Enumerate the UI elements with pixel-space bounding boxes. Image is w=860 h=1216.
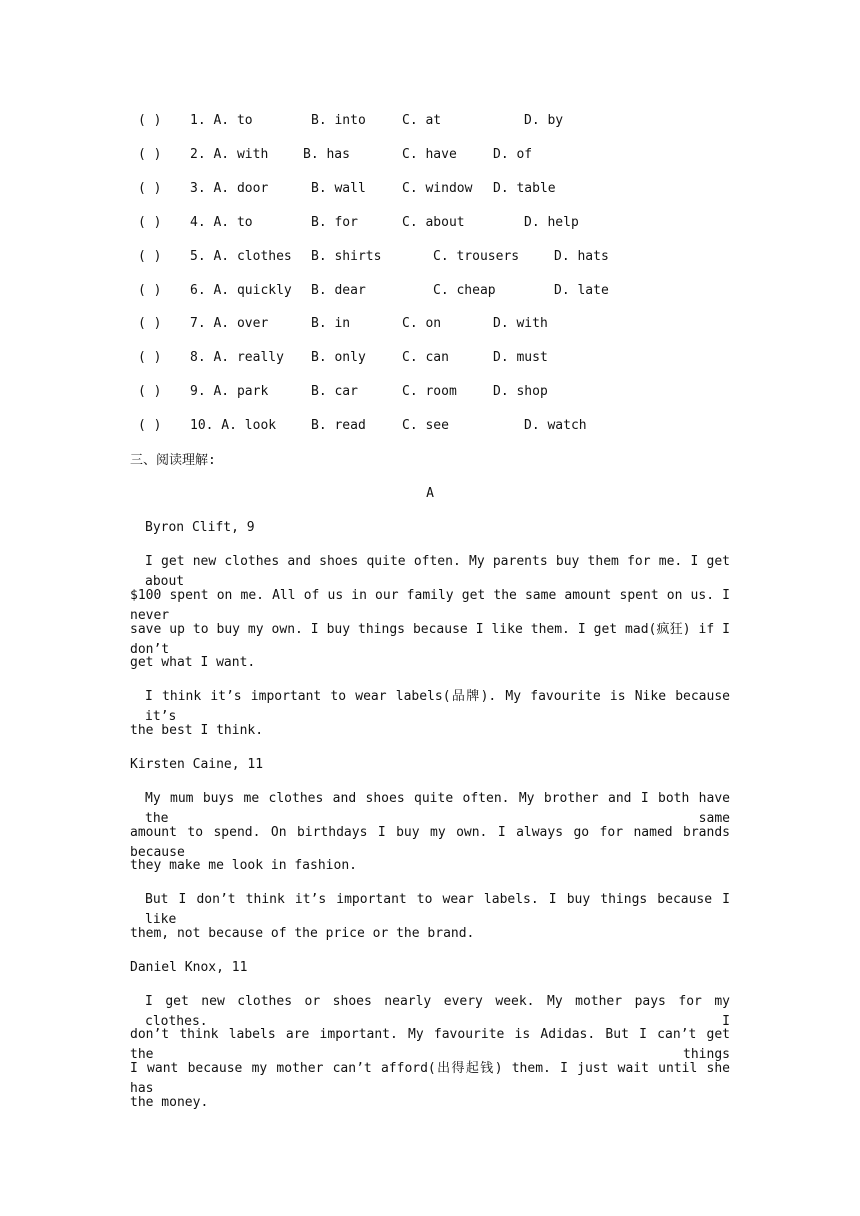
option-b: B. read — [311, 418, 366, 433]
option-d: D. late — [554, 283, 609, 298]
option-d: D. with — [493, 316, 548, 331]
option-c: C. at — [402, 113, 442, 128]
option-c: C. can — [402, 350, 449, 365]
option-a: 1. A. to — [190, 113, 253, 128]
option-d: D. by — [524, 113, 564, 128]
paragraph-line: the best I think. — [130, 723, 264, 738]
answer-blank[interactable]: ( ) — [138, 249, 162, 264]
paragraph-line: save up to buy my own. I buy things because I like them. I get mad(疯狂) if I don’t — [130, 622, 730, 657]
option-c: C. on — [402, 316, 442, 331]
answer-blank[interactable]: ( ) — [138, 418, 162, 433]
answer-blank[interactable]: ( ) — [138, 316, 162, 331]
option-d: D. of — [493, 147, 533, 162]
option-d: D. help — [524, 215, 579, 230]
paragraph-line: $100 spent on me. All of us in our family get the same amount spent on us. I never — [130, 588, 730, 623]
option-b: B. car — [311, 384, 358, 399]
option-a: 6. A. quickly — [190, 283, 292, 298]
option-c: C. have — [402, 147, 457, 162]
option-c: C. see — [402, 418, 449, 433]
paragraph-line: I get new clothes and shoes quite often. My parents buy them for me. I get about — [145, 554, 730, 589]
option-d: D. watch — [524, 418, 587, 433]
option-a: 7. A. over — [190, 316, 269, 331]
option-b: B. wall — [311, 181, 366, 196]
option-d: D. hats — [554, 249, 609, 264]
option-b: B. dear — [311, 283, 366, 298]
option-a: 3. A. door — [190, 181, 269, 196]
paragraph-line: I want because my mother can’t afford(出得起钱) them. I just wait until she has — [130, 1061, 730, 1096]
answer-blank[interactable]: ( ) — [138, 384, 162, 399]
option-c: C. window — [402, 181, 473, 196]
option-c: C. cheap — [433, 283, 496, 298]
option-a: 8. A. really — [190, 350, 284, 365]
paragraph-line: the money. — [130, 1095, 209, 1110]
option-b: B. shirts — [311, 249, 382, 264]
answer-blank[interactable]: ( ) — [138, 113, 162, 128]
option-a: 5. A. clothes — [190, 249, 292, 264]
paragraph-line: them, not because of the price or the brand. — [130, 926, 475, 941]
option-d: D. must — [493, 350, 548, 365]
answer-blank[interactable]: ( ) — [138, 147, 162, 162]
paragraph-line: don’t think labels are important. My favourite is Adidas. But I can’t get the things — [130, 1027, 730, 1062]
option-c: C. room — [402, 384, 457, 399]
author-heading: Kirsten Caine, 11 — [130, 757, 264, 772]
answer-blank[interactable]: ( ) — [138, 350, 162, 365]
passage-label: A — [426, 486, 434, 501]
answer-blank[interactable]: ( ) — [138, 181, 162, 196]
option-d: D. shop — [493, 384, 548, 399]
paragraph-line: I get new clothes or shoes nearly every week. My mother pays for my clothes. I — [145, 994, 730, 1029]
paragraph-line: I think it’s important to wear labels(品牌). My favourite is Nike because it’s — [145, 689, 730, 724]
section-heading: 三、阅读理解: — [130, 453, 216, 468]
paragraph-line: My mum buys me clothes and shoes quite often. My brother and I both have the same — [145, 791, 730, 826]
paragraph-line: amount to spend. On birthdays I buy my own. I always go for named brands because — [130, 825, 730, 860]
option-b: B. for — [311, 215, 358, 230]
paragraph-line: get what I want. — [130, 655, 256, 670]
answer-blank[interactable]: ( ) — [138, 215, 162, 230]
option-d: D. table — [493, 181, 556, 196]
option-a: 4. A. to — [190, 215, 253, 230]
author-heading: Daniel Knox, 11 — [130, 960, 248, 975]
option-b: B. in — [311, 316, 351, 331]
option-b: B. has — [303, 147, 350, 162]
option-b: B. only — [311, 350, 366, 365]
option-a: 9. A. park — [190, 384, 269, 399]
paragraph-line: they make me look in fashion. — [130, 858, 357, 873]
author-heading: Byron Clift, 9 — [145, 520, 255, 535]
paragraph-line: But I don’t think it’s important to wear labels. I buy things because I like — [145, 892, 730, 927]
option-c: C. trousers — [433, 249, 520, 264]
option-b: B. into — [311, 113, 366, 128]
option-a: 2. A. with — [190, 147, 269, 162]
answer-blank[interactable]: ( ) — [138, 283, 162, 298]
option-a: 10. A. look — [190, 418, 277, 433]
option-c: C. about — [402, 215, 465, 230]
